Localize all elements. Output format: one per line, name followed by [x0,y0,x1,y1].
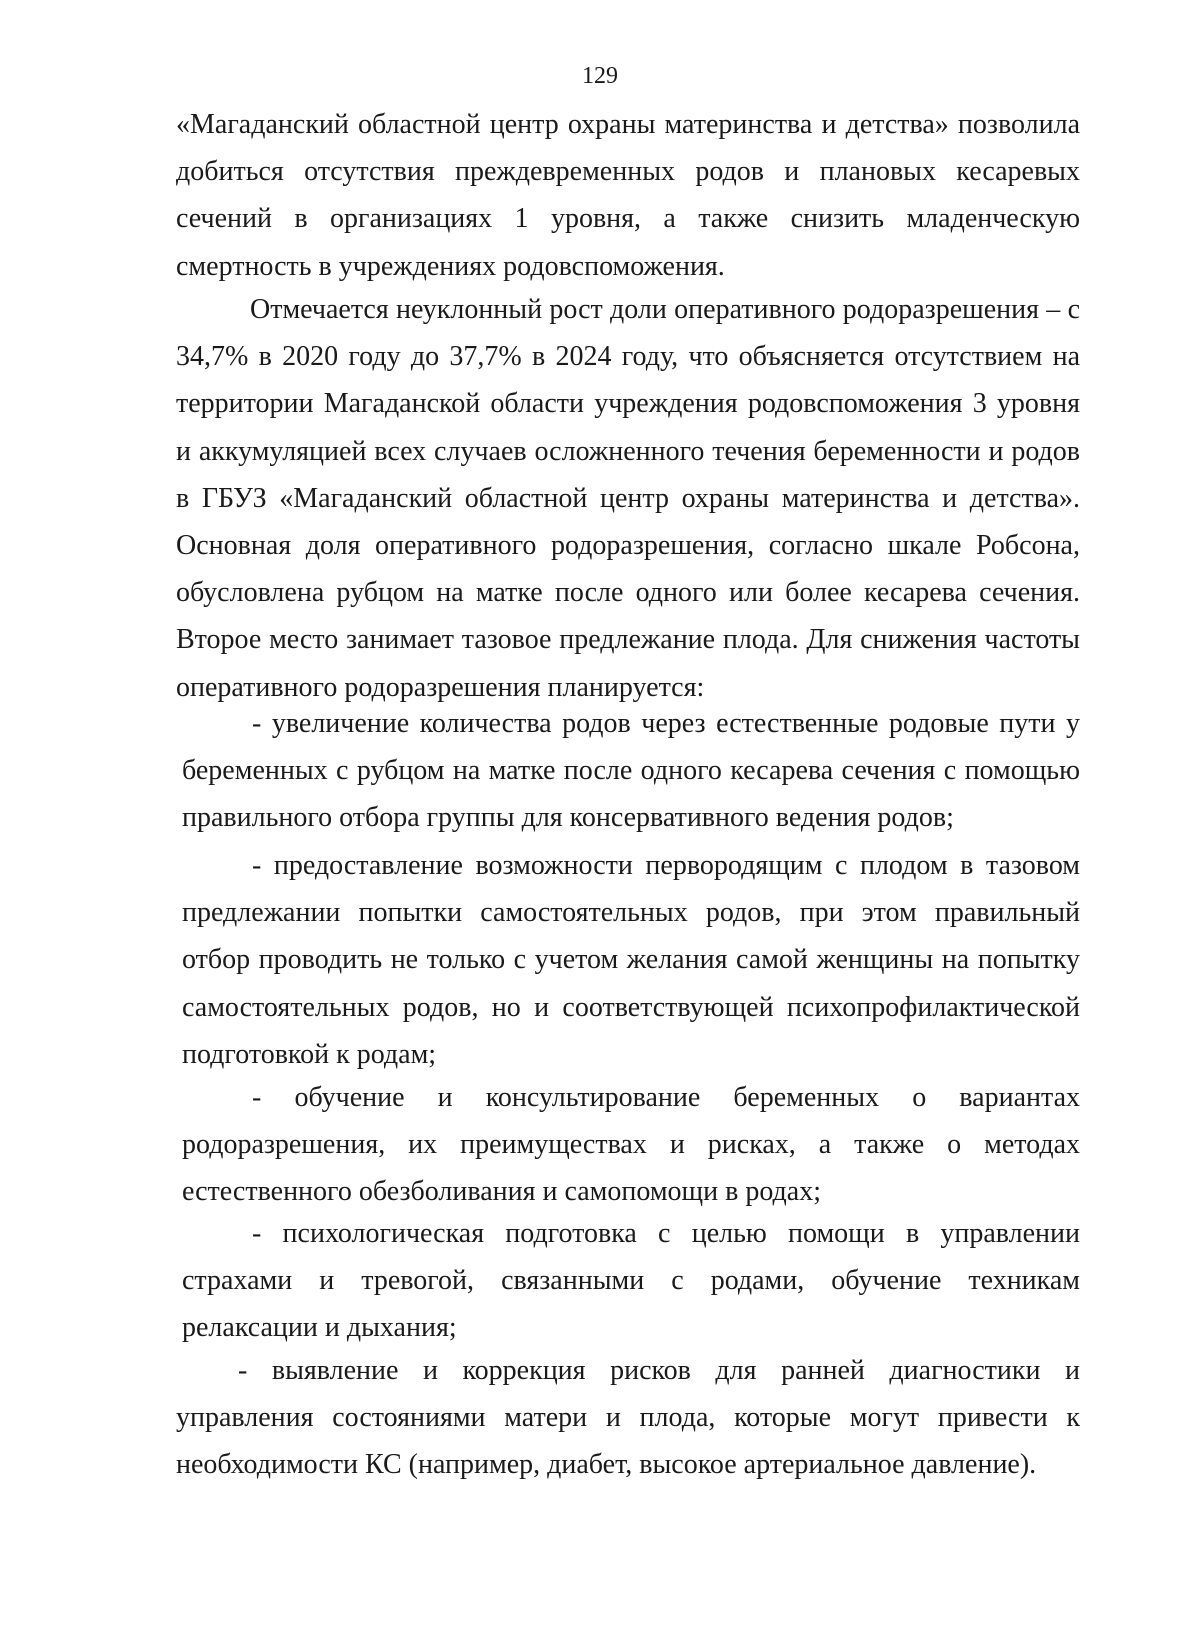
list-item-breech-trial: - предоставление возможности первородящим с плодом в тазовом предлежании попытки самостоятельных родов, при этом правильный отбор проводить не только с учетом желания самой женщины на попытку самостоятельных родов, но и соответствующей психопрофилактической подготовкой к родам; [182,850,1080,1070]
list-item-psychological-prep: - психологическая подготовка с целью помощи в управлении страхами и тревогой, связанными с родами, обучение техникам релаксации и дыхания; [182,1218,1080,1344]
list-item-risk-detection: - выявление и коррекция рисков для ранней диагностики и управления состояниями матери и плода, которые могут привести к необходимости КС (например, диабет, высокое артериальное давление). [176,1355,1080,1481]
paragraph-continuation: «Магаданский областной центр охраны материнства и детства» позволила добиться отсутствия преждевременных родов и плановых кесаревых сечений в организациях 1 уровня, а также снизить младенческую смертность в учреждениях родовспоможения. [176,109,1080,282]
page-number: 129 [582,63,618,89]
paragraph-cesarean-growth: Отмечается неуклонный рост доли оперативного родоразрешения – с 34,7% в 2020 году до 37,7% в 2024 году, что объясняется отсутствием на территории Магаданской области учреждения родовспоможения 3 уровня и аккумуляцией всех случаев осложненного течения беременности и родов в ГБУЗ «Магаданский областной центр охраны материнства и детства». Основная доля оперативного родоразрешения, согласно шкале Робсона, обусловлена рубцом на матке после одного или более кесарева сечения. Второе место занимает тазовое предлежание плода. Для снижения частоты оперативного родоразрешения планируется: [176,294,1080,703]
list-item-counseling: - обучение и консультирование беременных о вариантах родоразрешения, их преимуществах и рисках, а также о методах естественного обезболивания и самопомощи в родах; [182,1082,1080,1208]
list-item-vbac: - увеличение количества родов через естественные родовые пути у беременных с рубцом на матке после одного кесарева сечения с помощью правильного отбора группы для консервативного ведения родов; [182,708,1080,834]
